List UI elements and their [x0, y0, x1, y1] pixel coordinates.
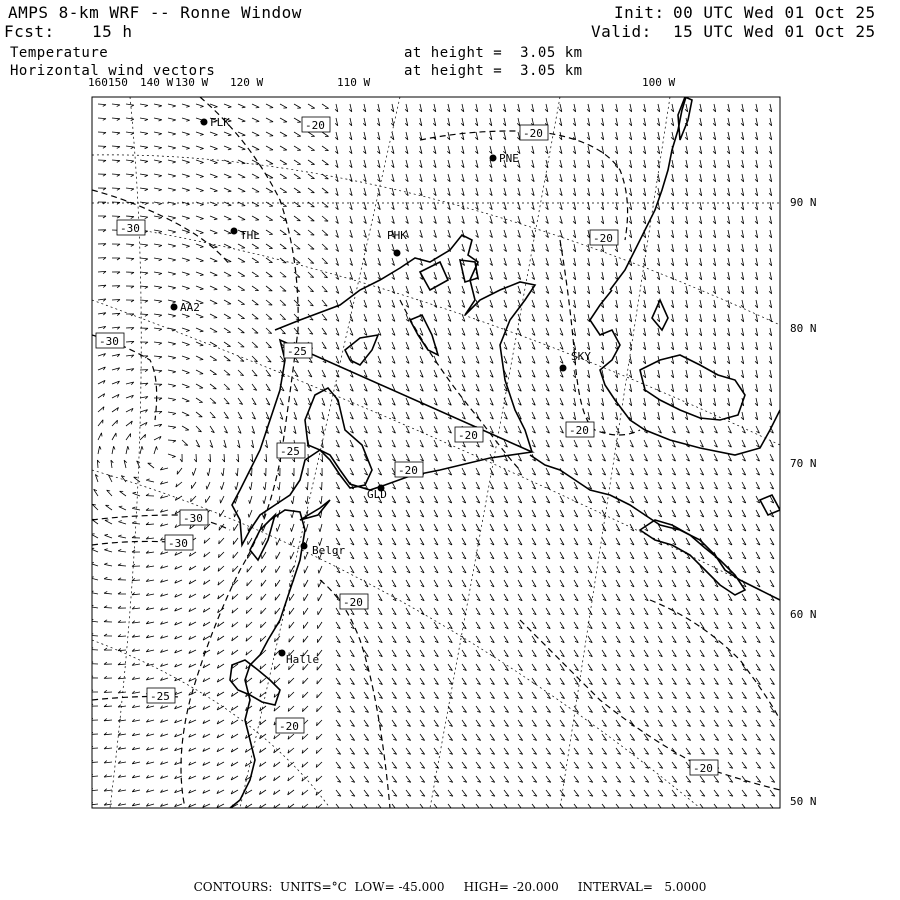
station-label: AA2 [180, 301, 200, 314]
temperature-contours [92, 97, 780, 808]
lon-label-140w: 140 W [140, 76, 174, 89]
station-marker [301, 543, 308, 550]
station-label: PHK [387, 229, 407, 242]
wind-vectors [90, 104, 775, 810]
forecast-hours: 15 h [92, 22, 133, 41]
contour-label: -30 [99, 335, 119, 348]
contour-footer: CONTOURS: UNITS=°C LOW= -45.000 HIGH= -20.000 INTERVAL= 5.0000 [193, 880, 707, 894]
contour-label: -30 [168, 537, 188, 550]
field-temperature-label: Temperature [10, 45, 109, 61]
lon-label-130w: 130 W [175, 76, 209, 89]
graticule [92, 97, 780, 808]
station-marker [201, 119, 208, 126]
station-marker [394, 250, 401, 257]
lat-label-70n: 70 N [790, 457, 817, 470]
contour-label: -25 [150, 690, 170, 703]
station-label: FLK [210, 116, 230, 129]
station-label: SKY [571, 350, 591, 363]
station-label: Halle [286, 653, 320, 666]
lon-label-100w: 100 W [642, 76, 676, 89]
contour-label: -30 [183, 512, 203, 525]
station-marker [279, 650, 286, 657]
contour-label: -30 [120, 222, 140, 235]
map-title: AMPS 8-km WRF -- Ronne Window [8, 3, 302, 22]
lon-label-120w: 120 W [230, 76, 264, 89]
station-marker [231, 228, 238, 235]
station-label: PNE [499, 152, 519, 165]
contour-label: -20 [569, 424, 589, 437]
contour-label: -20 [279, 720, 299, 733]
station-marker [171, 304, 178, 311]
init-time: 00 UTC Wed 01 Oct 25 [673, 3, 876, 22]
contour-label: -20 [398, 464, 418, 477]
contour-label: -25 [280, 445, 300, 458]
contour-label: -20 [523, 127, 543, 140]
init-label: Init: [614, 3, 665, 22]
station-label: Belgr [312, 544, 346, 557]
station-marker [490, 155, 497, 162]
lon-label-160: 160 [88, 76, 108, 89]
height-label-1: at height = 3.05 km [404, 45, 583, 61]
contour-label: -20 [343, 596, 363, 609]
wind-vector-field [90, 104, 775, 810]
contour-label: -25 [287, 345, 307, 358]
station-marker [560, 365, 567, 372]
contour-label: -20 [458, 429, 478, 442]
station-label: GLD [367, 488, 387, 501]
height-label-2: at height = 3.05 km [404, 63, 583, 79]
lat-label-90n: 90 N [790, 196, 817, 209]
valid-label: Valid: [591, 22, 652, 41]
lat-label-60n: 60 N [790, 608, 817, 621]
plot-frame [92, 97, 780, 808]
contour-label: -20 [593, 232, 613, 245]
contour-label: -20 [305, 119, 325, 132]
contour-label: -20 [693, 762, 713, 775]
valid-time: 15 UTC Wed 01 Oct 25 [673, 22, 876, 41]
lat-label-50n: 50 N [790, 795, 817, 808]
lat-label-80n: 80 N [790, 322, 817, 335]
lon-label-110w: 110 W [337, 76, 371, 89]
lon-label-150: 150 [108, 76, 128, 89]
forecast-label: Fcst: [4, 22, 55, 41]
station-label: THL [240, 229, 260, 242]
field-wind-label: Horizontal wind vectors [10, 63, 216, 79]
